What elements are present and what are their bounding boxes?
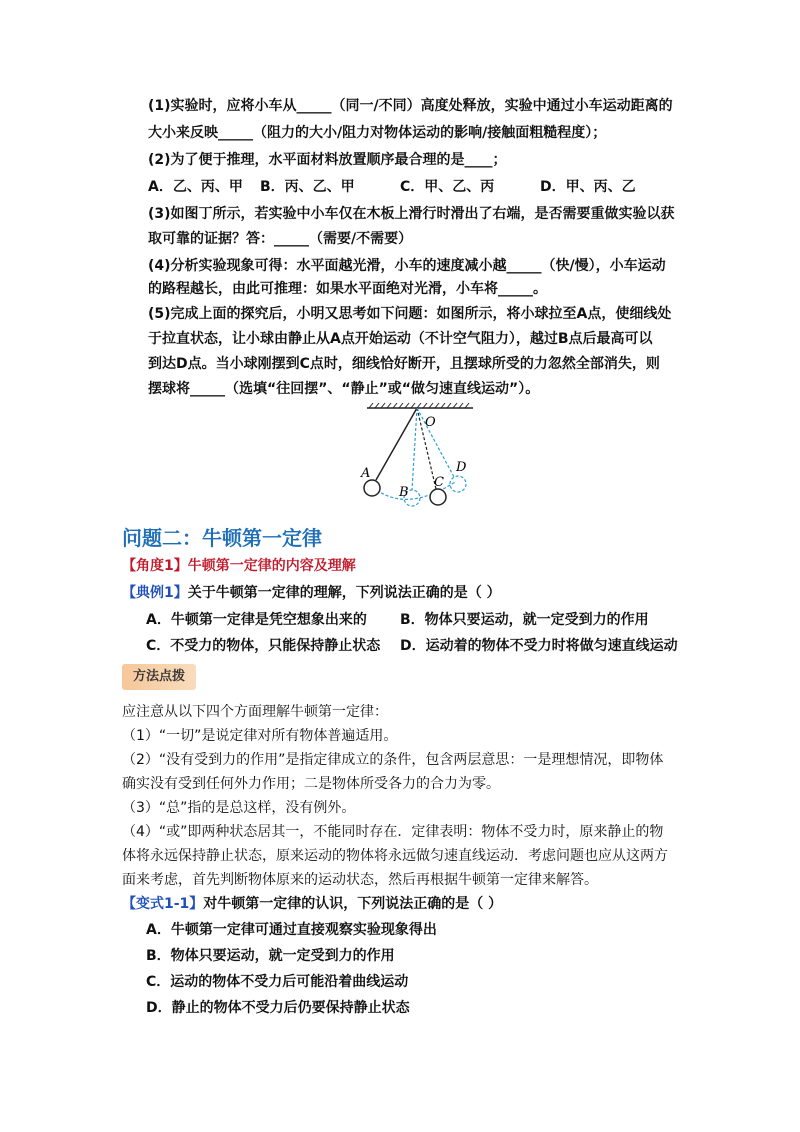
example-option-c: C．不受力的物体，只能保持静止状态 (146, 638, 381, 654)
ball-a (364, 480, 380, 496)
q2-option-d: D．甲、丙、乙 (540, 179, 636, 195)
angle-1-line (122, 556, 356, 576)
tip-line-2: （1）“一切”是说定律对所有物体普遍适用。 (122, 728, 398, 744)
q4-line-2: 的路程越长，由此可推理：如果水平面绝对光滑，小车将_____。 (148, 281, 547, 297)
label-c: C (434, 475, 444, 490)
variant-1-1-line (122, 894, 502, 914)
variant-option-d: D．静止的物体不受力后仍要保持静止状态 (146, 1000, 410, 1016)
pendulum-figure (355, 402, 485, 512)
variant-option-a: A．牛顿第一定律可通过直接观察实验现象得出 (146, 922, 437, 938)
method-tip-badge: 方法点拨 (122, 664, 196, 690)
label-b: B (399, 485, 409, 500)
label-o: O (425, 415, 436, 430)
tip-line-8: 面来考虑，首先判断物体原来的运动状态，然后再根据牛顿第一定律来解答。 (122, 872, 598, 888)
tip-line-1: 应注意从以下四个方面理解牛顿第一定律： (122, 704, 388, 720)
variant-option-b: B．物体只要运动，就一定受到力的作用 (146, 948, 395, 964)
ball-c (430, 489, 446, 505)
section-heading: 问题二：牛顿第一定律 (122, 526, 322, 550)
q3-line-2: 取可靠的证据？答：_____（需要/不需要） (148, 231, 413, 247)
string-a (376, 408, 417, 480)
label-d: D (456, 460, 467, 475)
angle-tag: 【角度1】 (122, 558, 188, 574)
tip-line-3: （2）“没有受到力的作用”是指定律成立的条件，包含两层意思：一是理想情况，即物体 (122, 752, 664, 768)
q5-line-1: (5)完成上面的探究后，小明又思考如下问题：如图所示，将小球拉至A点，使细线处 (148, 306, 672, 322)
example-question: 关于牛顿第一定律的理解，下列说法正确的是（ ） (187, 585, 501, 601)
label-a: A (361, 466, 371, 481)
q2-option-c: C．甲、乙、丙 (400, 179, 495, 195)
example-tag: 【典例1】 (122, 585, 188, 601)
q2-option-a: A．乙、丙、甲 (148, 179, 243, 195)
q5-line-3: 到达D点。当小球刚摆到C点时，细线恰好断开，且摆球所受的力忽然全部消失，则 (148, 356, 660, 372)
q3-line-1: (3)如图丁所示，若实验中小车仅在木板上滑行时滑出了右端，是否需要重做实验以获 (148, 206, 675, 222)
tip-line-5: （3）“总”指的是总这样，没有例外。 (122, 800, 356, 816)
tip-line-6: （4）“或”即两种状态居其一，不能同时存在．定律表明：物体不受力时，原来静止的物 (122, 824, 664, 840)
variant-option-c: C．运动的物体不受力后可能沿着曲线运动 (146, 974, 409, 990)
q5-line-4: 摆球将_____（选填“往回摆”、“静止”或“做匀速直线运动”）。 (148, 381, 540, 397)
example-option-d: D．运动着的物体不受力时将做匀速直线运动 (400, 638, 678, 654)
tip-line-4: 确实没有受到任何外力作用；二是物体所受各力的合力为零。 (122, 776, 500, 792)
q1-line-1: (1)实验时，应将小车从_____（同一/不同）高度处释放，实验中通过小车运动距离的 (148, 98, 673, 114)
variant-tag: 【变式1-1】 (122, 896, 204, 912)
q2-option-b: B．丙、乙、甲 (260, 179, 355, 195)
example-option-a: A．牛顿第一定律是凭空想象出来的 (146, 612, 367, 628)
example-option-b: B．物体只要运动，就一定受到力的作用 (400, 612, 649, 628)
angle-title: 牛顿第一定律的内容及理解 (187, 558, 356, 574)
variant-question: 对牛顿第一定律的认识，下列说法正确的是（ ） (203, 896, 503, 912)
example-1-line (122, 583, 501, 603)
tip-line-7: 体将永远保持静止状态，原来运动的物体将永远做匀速直线运动．考虑问题也应从这两方 (122, 848, 668, 864)
q5-line-2: 于拉直状态，让小球由静止从A点开始运动（不计空气阻力），越过B点后最高可以 (148, 331, 653, 347)
q1-line-2: 大小来反映_____（阻力的大小/阻力对物体运动的影响/接触面粗糙程度）； (148, 125, 607, 141)
q2-line: (2)为了便于推理，水平面材料放置顺序最合理的是____； (148, 152, 507, 168)
q4-line-1: (4)分析实验现象可得：水平面越光滑，小车的速度减小越_____（快/慢），小车运动 (148, 258, 666, 274)
